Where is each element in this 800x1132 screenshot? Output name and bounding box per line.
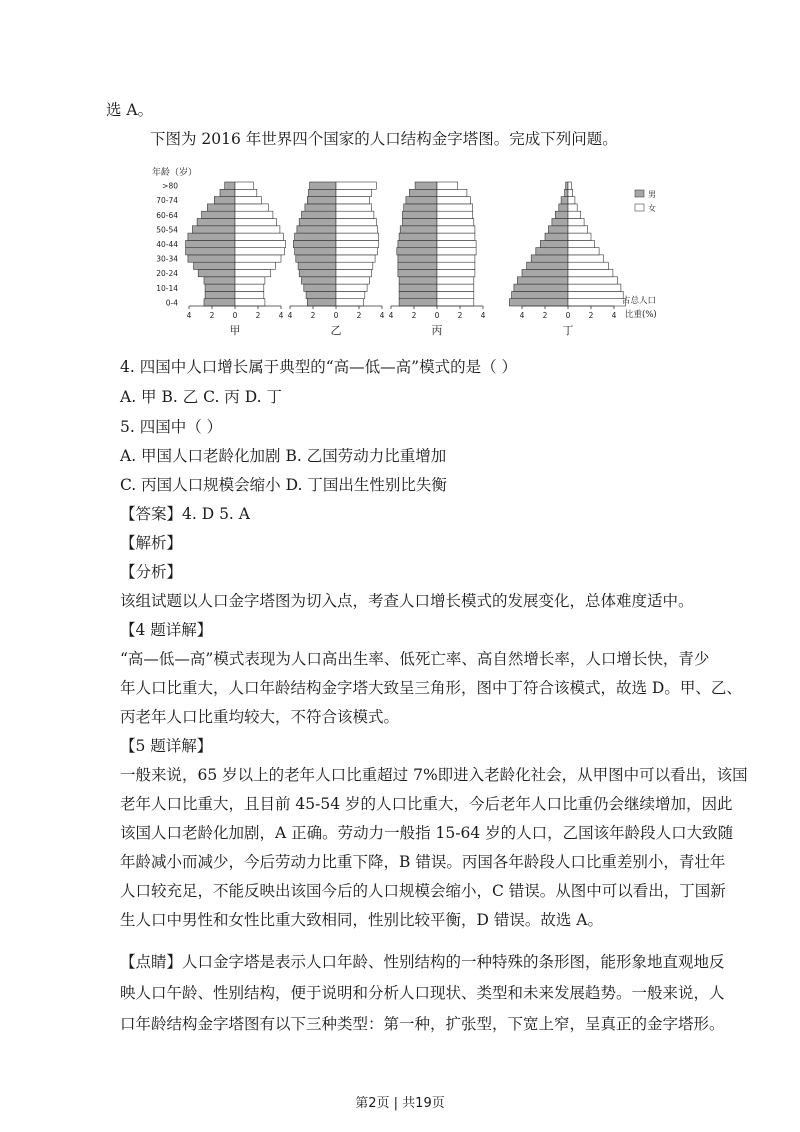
female-bar — [235, 204, 268, 211]
male-bar — [310, 182, 336, 189]
male-bar — [307, 197, 336, 204]
analysis-heading: 【解析】 — [120, 534, 183, 552]
male-bar — [202, 211, 235, 218]
male-bar — [565, 189, 568, 196]
female-bar — [336, 291, 365, 298]
x-tick-label: 0 — [333, 311, 339, 320]
male-bar — [186, 240, 235, 247]
female-bar — [235, 248, 284, 255]
male-bar — [197, 219, 235, 226]
female-bar — [235, 284, 264, 291]
male-bar — [297, 226, 336, 233]
male-bar — [527, 262, 568, 269]
female-bar — [336, 233, 379, 240]
q4-detail-line: 年人口比重大，人口年龄结构金字塔大致呈三角形，图中丁符合该模式，故选 D。甲、乙、 — [120, 679, 742, 697]
x-tick-label: 2 — [209, 311, 215, 320]
male-bar — [514, 284, 568, 291]
female-bar — [336, 277, 369, 284]
male-bar — [307, 299, 336, 306]
age-label: 60-64 — [156, 210, 178, 220]
female-bar — [336, 255, 375, 262]
female-bar — [568, 291, 623, 298]
female-bar — [568, 284, 621, 291]
male-bar — [399, 277, 437, 284]
female-bar — [336, 226, 377, 233]
x-axis-title-line1: 占总人口 — [622, 296, 657, 306]
male-bar — [198, 270, 235, 277]
female-bar — [336, 189, 372, 196]
female-bar — [235, 226, 280, 233]
female-bar — [336, 211, 374, 218]
male-bar — [531, 255, 568, 262]
female-bar — [437, 262, 475, 269]
female-bar — [235, 219, 276, 226]
age-label: 30-34 — [156, 254, 178, 264]
x-tick-label: 2 — [356, 311, 362, 320]
female-bar — [437, 255, 475, 262]
male-bar — [559, 204, 568, 211]
female-bar — [235, 277, 265, 284]
age-label: 40-44 — [156, 240, 178, 249]
female-bar — [336, 240, 379, 247]
female-bar — [437, 284, 474, 291]
male-bar — [293, 240, 336, 247]
female-bar — [235, 240, 286, 247]
female-bar — [437, 182, 458, 189]
male-bar — [406, 197, 437, 204]
male-bar — [194, 262, 235, 269]
male-bar — [299, 219, 336, 226]
male-bar — [205, 284, 235, 291]
q5-detail-line: 生人口中男性和女性比重大致相同，性别比较平衡，D 错误。故选 A。 — [120, 911, 603, 929]
male-bar — [409, 189, 437, 196]
female-bar — [568, 248, 599, 255]
male-bar — [404, 204, 437, 211]
x-tick-label: 4 — [519, 311, 525, 320]
female-bar — [235, 270, 271, 277]
pyramid-1 — [186, 182, 286, 337]
female-bar — [568, 277, 617, 284]
pyramid-3 — [389, 182, 486, 337]
age-label: 50-54 — [156, 225, 178, 235]
female-bar — [437, 277, 474, 284]
female-bar — [437, 211, 473, 218]
x-tick-label: 2 — [411, 311, 417, 320]
female-bar — [437, 219, 474, 226]
x-tick-label: 2 — [255, 311, 261, 320]
x-tick-label: 4 — [480, 311, 486, 320]
male-bar — [188, 255, 235, 262]
x-tick-label: 4 — [611, 311, 617, 320]
male-bar — [306, 291, 336, 298]
female-bar — [336, 204, 372, 211]
legend — [635, 190, 656, 213]
female-bar — [235, 299, 265, 306]
female-bar — [336, 197, 369, 204]
q4-detail-line: 丙老年人口比重均较大，不符合该模式。 — [120, 708, 400, 726]
male-bar — [398, 255, 437, 262]
answer-line: 【答案】4. D 5. A — [120, 505, 250, 523]
male-bar — [397, 248, 437, 255]
male-bar — [509, 299, 568, 306]
male-bar — [536, 248, 568, 255]
male-bar — [415, 182, 437, 189]
male-bar — [403, 211, 438, 218]
q4-detail-line: “高—低—高”模式表现为人口高出生率、低死亡率、高自然增长率，人口增长快，青少 — [120, 650, 710, 668]
male-bar — [220, 189, 235, 196]
age-label: 20-24 — [156, 269, 178, 279]
x-tick-label: 4 — [186, 311, 192, 320]
female-bar — [437, 240, 476, 247]
female-bar — [336, 262, 373, 269]
female-bar — [568, 189, 573, 196]
female-bar — [568, 219, 584, 226]
x-tick-label: 0 — [232, 311, 238, 320]
text-line: 选 A。 — [106, 101, 154, 119]
q5-detail-line: 一般来说，65 岁以上的老年人口比重超过 7%即进入老龄化社会，从甲图中可以看出，该国 — [120, 766, 748, 784]
female-bar — [235, 182, 253, 189]
female-bar — [437, 291, 474, 298]
male-bar — [398, 270, 437, 277]
dianjing-line: 【点睛】人口金字塔是表示人口年龄、性别结构的一种特殊的条形图，能形象地直观地反 — [120, 953, 725, 971]
female-bar — [336, 270, 372, 277]
female-bar — [336, 248, 377, 255]
female-bar — [336, 299, 364, 306]
female-bar — [568, 240, 594, 247]
male-bar — [545, 233, 568, 240]
x-tick-label: 0 — [434, 311, 440, 320]
male-bar — [299, 270, 336, 277]
female-bar — [437, 189, 467, 196]
q4-detail-heading: 【4 题详解】 — [120, 621, 213, 639]
question-5-options-ab: A. 甲国人口老龄化加剧 B. 乙国劳动力比重增加 — [120, 447, 447, 465]
pyramid-name: 甲 — [229, 324, 241, 337]
y-axis-title: 年龄（岁） — [152, 168, 198, 178]
female-bar — [235, 189, 257, 196]
male-bar — [403, 219, 438, 226]
female-bar — [336, 284, 367, 291]
male-bar — [512, 291, 568, 298]
x-tick-label: 4 — [287, 311, 293, 320]
male-bar — [214, 197, 235, 204]
male-bar — [561, 197, 568, 204]
male-bar — [517, 277, 568, 284]
male-bar — [204, 299, 235, 306]
pyramid-2 — [288, 182, 385, 337]
male-bar — [207, 204, 235, 211]
fenxi-text: 该组试题以人口金字塔图为切入点，考查人口增长模式的发展变化，总体难度适中。 — [120, 592, 694, 610]
q5-detail-heading: 【5 题详解】 — [120, 737, 213, 755]
x-tick-label: 0 — [565, 311, 571, 320]
x-tick-label: 2 — [542, 311, 548, 320]
age-label: >80 — [162, 181, 178, 191]
female-bar — [235, 255, 281, 262]
question-5: 5. 四国中（ ） — [120, 418, 223, 436]
male-bar — [225, 182, 235, 189]
female-bar — [568, 255, 604, 262]
x-tick-label: 2 — [310, 311, 316, 320]
male-bar — [398, 262, 437, 269]
female-bar — [336, 182, 376, 189]
dianjing-line: 口年龄结构金字塔图有以下三种类型：第一种，扩张型，下宽上窄，呈真正的金字塔形。 — [120, 1015, 725, 1033]
age-label: 10-14 — [156, 283, 178, 293]
male-bar — [205, 291, 235, 298]
female-bar — [568, 226, 588, 233]
question-4: 4. 四国中人口增长属于典型的“高—低—高”模式的是（ ） — [120, 358, 517, 376]
pyramid-name: 丙 — [431, 324, 443, 337]
fenxi-heading: 【分析】 — [120, 563, 183, 581]
q5-detail-line: 年龄减小而减少，今后劳动力比重下降，B 错误。丙国各年龄段人口比重差别小，青壮年 — [120, 853, 726, 871]
q5-detail-line: 老年人口比重大，且目前 45-54 岁的人口比重大，今后老年人口比重仍会继续增加，因此 — [120, 795, 733, 813]
male-bar — [302, 277, 337, 284]
female-bar — [437, 299, 474, 306]
x-tick-label: 4 — [278, 311, 284, 320]
male-bar — [186, 248, 235, 255]
age-label: 70-74 — [156, 196, 178, 206]
female-bar — [568, 182, 571, 189]
male-bar — [296, 255, 336, 262]
population-pyramid-figure — [150, 160, 680, 340]
legend-swatch-male — [635, 190, 644, 197]
female-bar — [235, 291, 264, 298]
question-4-options: A. 甲 B. 乙 C. 丙 D. 丁 — [120, 388, 282, 406]
male-bar — [298, 262, 336, 269]
male-bar — [188, 233, 235, 240]
pyramid-name: 丁 — [562, 324, 574, 337]
x-tick-label: 4 — [388, 311, 394, 320]
male-bar — [552, 219, 568, 226]
female-bar — [568, 270, 613, 277]
question-5-options-cd: C. 丙国人口规模会缩小 D. 丁国出生性别比失衡 — [120, 476, 447, 494]
female-bar — [336, 219, 376, 226]
male-bar — [399, 299, 437, 306]
female-bar — [235, 211, 273, 218]
male-bar — [305, 204, 336, 211]
male-bar — [540, 240, 568, 247]
male-bar — [400, 226, 437, 233]
male-bar — [555, 211, 568, 218]
dianjing-line: 映人口午龄、性别结构，便于说明和分析人口现状、类型和未来发展趋势。一般来说，人 — [120, 984, 725, 1002]
male-bar — [398, 240, 437, 247]
male-bar — [399, 284, 437, 291]
legend-label-male: 男 — [648, 190, 656, 199]
female-bar — [437, 233, 475, 240]
female-bar — [235, 197, 261, 204]
x-tick-label: 4 — [379, 311, 385, 320]
male-bar — [522, 270, 568, 277]
q5-detail-line: 该国人口老龄化加剧，A 正确。劳动力一般指 15-64 岁的人口，乙国该年龄段人口大致随 — [120, 824, 734, 842]
female-bar — [437, 226, 475, 233]
legend-swatch-female — [635, 204, 644, 211]
x-tick-label: 2 — [457, 311, 463, 320]
male-bar — [295, 248, 336, 255]
pyramid-4 — [509, 182, 625, 337]
pyramid-name: 乙 — [330, 324, 342, 337]
question-intro: 下图为 2016 年世界四个国家的人口结构金字塔图。完成下列问题。 — [150, 130, 618, 148]
male-bar — [566, 182, 568, 189]
female-bar — [568, 197, 575, 204]
male-bar — [295, 233, 336, 240]
male-bar — [308, 189, 336, 196]
male-bar — [204, 277, 235, 284]
female-bar — [568, 204, 577, 211]
female-bar — [568, 262, 608, 269]
x-tick-label: 2 — [588, 311, 594, 320]
female-bar — [568, 233, 591, 240]
female-bar — [437, 204, 473, 211]
male-bar — [304, 284, 336, 291]
female-bar — [437, 248, 476, 255]
female-bar — [437, 270, 475, 277]
male-bar — [399, 291, 437, 298]
x-axis-title-line2: 比重(%) — [625, 310, 657, 320]
female-bar — [568, 299, 626, 306]
male-bar — [192, 226, 235, 233]
female-bar — [235, 233, 283, 240]
male-bar — [399, 233, 437, 240]
legend-label-female: 女 — [648, 204, 656, 213]
female-bar — [437, 197, 470, 204]
page-footer: 第2页 | 共19页 — [355, 1096, 445, 1111]
female-bar — [568, 211, 581, 218]
male-bar — [302, 211, 337, 218]
q5-detail-line: 人口较充足，不能反映出该国今后的人口规模会缩小，C 错误。从图中可以看出，丁国新 — [120, 882, 726, 900]
female-bar — [235, 262, 275, 269]
age-label: 0-4 — [165, 298, 178, 308]
male-bar — [548, 226, 568, 233]
